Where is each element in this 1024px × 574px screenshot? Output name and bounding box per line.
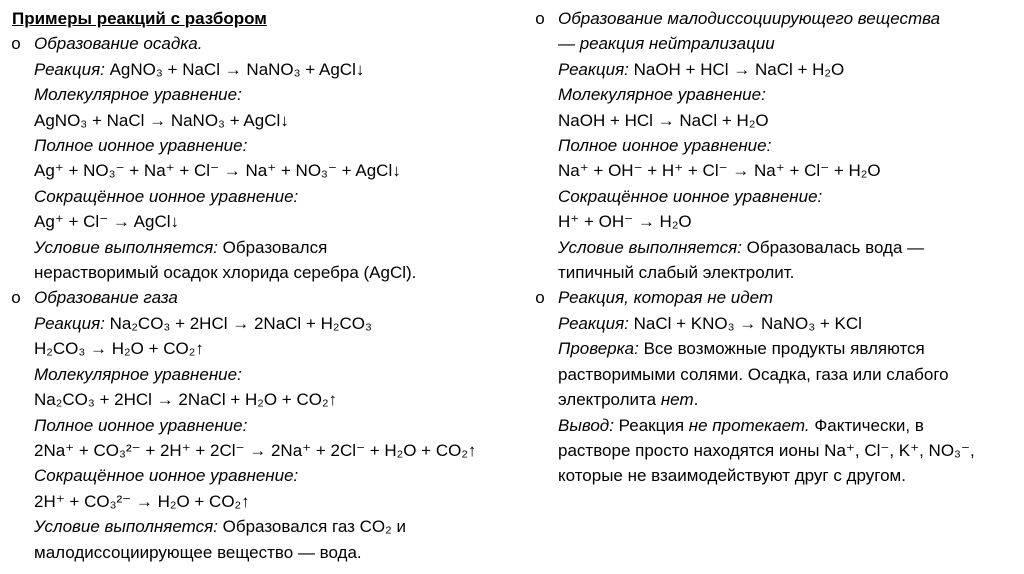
full-ionic-label: Полное ионное уравнение: — [558, 136, 772, 156]
reaction-line: Реакция: NaOH + HCl → NaCl + H₂O — [558, 59, 845, 79]
reaction-line: Реакция: Na₂CO₃ + 2HCl → 2NaCl + H₂CO₃ — [34, 313, 372, 333]
list-item — [530, 285, 1010, 488]
reaction-line: Реакция: AgNO₃ + NaCl → NaNO₃ + AgCl↓ — [34, 59, 365, 79]
check-line-cont: растворимыми солями. Осадка, газа или слабого — [558, 364, 949, 384]
reaction-line: Реакция: NaCl + KNO₃ → NaNO₃ + KCl — [558, 313, 862, 333]
conclusion-line-cont: растворе просто находятся ионы Na⁺, Cl⁻, K⁺, NO₃⁻, — [558, 440, 975, 460]
check-line-end: электролита нет. — [558, 390, 699, 410]
item-title: Образование малодиссоциирующего вещества — [558, 9, 941, 28]
list-item — [6, 31, 506, 285]
molecular-equation: Na₂CO₃ + 2HCl → 2NaCl + H₂O + CO₂↑ — [34, 390, 338, 410]
molecular-label: Молекулярное уравнение: — [558, 85, 766, 105]
condition-line: Условие выполняется: Образовался — [34, 237, 328, 257]
bullet-circle-icon: o — [535, 9, 545, 28]
item-title-cont: — реакция нейтрализации — [558, 34, 775, 54]
full-ionic-label: Полное ионное уравнение: — [34, 136, 248, 156]
full-ionic-equation: Ag⁺ + NO₃⁻ + Na⁺ + Cl⁻ → Na⁺ + NO₃⁻ + AgCl↓ — [34, 161, 401, 181]
reaction-line-2: H₂CO₃ → H₂O + CO₂↑ — [34, 339, 204, 359]
item-title: Реакция, которая не идет — [558, 288, 774, 308]
list-item — [6, 285, 506, 564]
short-ionic-label: Сокращённое ионное уравнение: — [558, 186, 823, 206]
short-ionic-label: Сокращённое ионное уравнение: — [34, 186, 299, 206]
condition-line-cont: типичный слабый электролит. — [558, 263, 795, 283]
condition-line: Условие выполняется: Образовался газ CO₂ и — [34, 517, 406, 537]
page-heading: Примеры реакций с разбором — [12, 9, 267, 28]
full-ionic-equation: Na⁺ + OH⁻ + H⁺ + Cl⁻ → Na⁺ + Cl⁻ + H₂O — [558, 161, 881, 181]
molecular-label: Молекулярное уравнение: — [34, 85, 242, 105]
short-ionic-equation: H⁺ + OH⁻ → H₂O — [558, 212, 692, 232]
short-ionic-label: Сокращённое ионное уравнение: — [34, 466, 299, 486]
molecular-label: Молекулярное уравнение: — [34, 364, 242, 384]
item-title: Образование осадка. — [34, 34, 203, 54]
molecular-equation: NaOH + HCl → NaCl + H₂O — [558, 110, 769, 130]
bullet-circle-icon: o — [535, 288, 545, 308]
full-ionic-equation: 2Na⁺ + CO₃²⁻ + 2H⁺ + 2Cl⁻ → 2Na⁺ + 2Cl⁻ + H₂O + CO₂↑ — [34, 440, 477, 460]
bullet-circle-icon: o — [11, 288, 21, 308]
condition-line-cont: нерастворимый осадок хлорида серебра (AgCl). — [34, 263, 417, 283]
item-title: Образование газа — [34, 288, 178, 308]
bullet-circle-icon: o — [11, 34, 21, 54]
short-ionic-equation: Ag⁺ + Cl⁻ → AgCl↓ — [34, 212, 180, 232]
conclusion-line-end: которые не взаимодействуют друг с другом. — [558, 466, 906, 486]
left-column — [6, 6, 506, 565]
condition-line-cont: малодиссоциирующее вещество — вода. — [34, 542, 362, 562]
full-ionic-label: Полное ионное уравнение: — [34, 415, 248, 435]
check-line: Проверка: Все возможные продукты являются — [558, 339, 925, 359]
condition-line: Условие выполняется: Образовалась вода — — [558, 237, 925, 257]
right-column — [530, 6, 1010, 489]
short-ionic-equation: 2H⁺ + CO₃²⁻ → H₂O + CO₂↑ — [34, 491, 250, 511]
list-item — [530, 6, 1010, 285]
molecular-equation: AgNO₃ + NaCl → NaNO₃ + AgCl↓ — [34, 110, 289, 130]
conclusion-line: Вывод: Реакция не протекает. Фактически, в — [558, 415, 924, 435]
